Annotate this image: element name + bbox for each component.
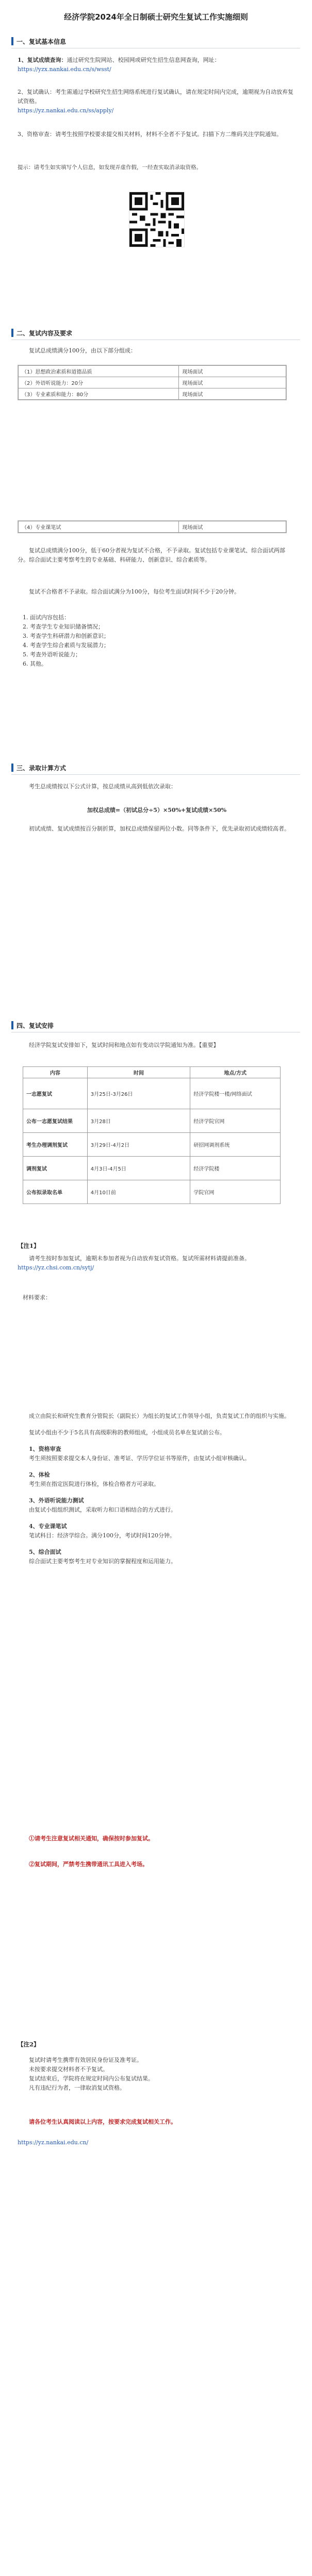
table-row bbox=[19, 366, 286, 377]
link-confirm[interactable]: https://yz.nankai.edu.cn/ss/apply/ bbox=[18, 107, 114, 114]
list-item: 复试时请考生携带有效居民身份证及准考证。 bbox=[29, 2057, 142, 2063]
cell-content: 公布拟录取名单 bbox=[23, 1180, 88, 1204]
heading-text: 三、录取计算方式 bbox=[17, 764, 67, 772]
text: 请考生按时参加复试，逾期未参加者视为自动放弃复试资格。复试所需材料请提前准备。 bbox=[29, 1255, 250, 1262]
req-intro bbox=[18, 346, 296, 355]
sched-note bbox=[18, 1254, 296, 1273]
detail-para: 复试小组由不少于5名具有高级职称的教师组成，小组成员名单在复试前公布。 bbox=[29, 1429, 225, 1436]
text: 考生总成绩按以下公式计算，按总成绩从高到低依次录取： bbox=[29, 783, 176, 790]
cell-place: 经济学院官网 bbox=[190, 1109, 281, 1133]
cell-remark: 现场面试 bbox=[179, 377, 286, 388]
calc-intro bbox=[18, 782, 296, 791]
detail-subhead: 3、外语听说能力测试 bbox=[29, 1497, 84, 1504]
text: 复试总成绩满分100分，低于60分者视为复试不合格，不予录取。复试包括专业课笔试、综合面试两部分。综合面试主要考察考生的专业基础、科研能力、创新意识、综合素质等。 bbox=[18, 547, 285, 563]
remarks-red-note: 请各位考生认真阅读以上内容，按要求完成复试相关工作。 bbox=[29, 2119, 176, 2125]
cell-content: 公布一志愿复试结果 bbox=[23, 1109, 88, 1133]
link-score-query[interactable]: https://yzx.nankai.edu.cn/s/wsst/ bbox=[18, 66, 111, 73]
table-row bbox=[23, 1109, 281, 1133]
cell-place: 学院官网 bbox=[190, 1180, 281, 1204]
heading-rule bbox=[11, 774, 300, 775]
section-heading-schedule bbox=[11, 1020, 300, 1030]
table-row bbox=[19, 388, 286, 400]
list-item: 5. 考查外语听说能力； bbox=[23, 651, 81, 658]
req-para-a bbox=[18, 546, 296, 565]
table-row bbox=[19, 377, 286, 388]
header-cell: 内容 bbox=[23, 1067, 88, 1078]
detail-red-2: ②复试期间，严禁考生携带通讯工具进入考场。 bbox=[29, 1861, 148, 1868]
heading-text: 一、复试基本信息 bbox=[17, 38, 67, 45]
req-list bbox=[23, 613, 301, 669]
heading-bar bbox=[11, 764, 13, 772]
basic-p3 bbox=[18, 130, 296, 139]
heading-bar bbox=[11, 329, 13, 337]
detail-block bbox=[18, 1412, 296, 1573]
text: 通过研究生院网站、校园网或研究生招生信息网查询，网址： bbox=[67, 57, 220, 63]
text: 提示：请考生如实填写个人信息，如发现弄虚作假，一经查实取消录取资格。 bbox=[18, 164, 202, 171]
list-item: 4. 考查学生综合素质与发展潜力； bbox=[23, 642, 109, 649]
label: 1、复试成绩查询： bbox=[18, 57, 67, 63]
link-grad-school[interactable]: https://yz.nankai.edu.cn/ bbox=[18, 2139, 89, 2146]
text: 材料要求： bbox=[23, 1294, 51, 1301]
list-item: 未按要求提交材料者不予复试。 bbox=[29, 2066, 108, 2073]
req-table bbox=[18, 365, 287, 400]
calc-para bbox=[18, 824, 296, 834]
cell-content: 一志愿复试 bbox=[23, 1078, 88, 1109]
text: 经济学院复试安排如下，复试时间和地点如有变动以学院通知为准。【重要】 bbox=[29, 1042, 219, 1048]
detail-para: 综合面试主要考察考生对专业知识的掌握程度和运用能力。 bbox=[29, 1558, 176, 1565]
cell-item: （1）思想政治素质和道德品质 bbox=[19, 366, 179, 377]
detail-para: 笔试科目：经济学综合。满分100分，考试时间120分钟。 bbox=[29, 1532, 175, 1539]
remarks-list bbox=[18, 2056, 296, 2093]
table-header-row bbox=[23, 1067, 281, 1078]
cell-time: 3月25日-3月26日 bbox=[87, 1078, 190, 1109]
detail-red-1: ①请考生注意复试相关通知，确保按时参加复试。 bbox=[29, 1835, 154, 1842]
cell-item: （3）专业素质和能力：80分 bbox=[19, 388, 179, 400]
detail-para: 考生须在指定医院进行体检，体检合格者方可录取。 bbox=[29, 1481, 159, 1487]
detail-para: 由复试小组组织测试，采取听力和口语相结合的方式进行。 bbox=[29, 1506, 176, 1513]
header-cell: 地点/方式 bbox=[190, 1067, 281, 1078]
table-row bbox=[23, 1078, 281, 1109]
detail-subhead: 2、体检 bbox=[29, 1471, 50, 1478]
basic-p1 bbox=[18, 56, 296, 74]
cell-remark: 现场面试 bbox=[179, 388, 286, 400]
list-item: 3. 考查学生科研潜力和创新意识； bbox=[23, 633, 109, 639]
cell-place: 经济学院楼 bbox=[190, 1157, 281, 1180]
detail-subhead: 4、专业课笔试 bbox=[29, 1523, 67, 1530]
text: 初试成绩、复试成绩按百分制折算，加权总成绩保留两位小数。同等条件下，优先录取初试成绩较高者。 bbox=[29, 825, 290, 832]
section-heading-requirements bbox=[11, 328, 300, 338]
note2-title: 【注2】 bbox=[18, 2041, 40, 2048]
detail-subhead: 1、资格审查 bbox=[29, 1446, 61, 1452]
remarks-link-wrap bbox=[18, 2138, 296, 2147]
calc-formula: 加权总成绩=（初试总分÷5）×50%+复试成绩×50% bbox=[87, 807, 227, 814]
basic-p2 bbox=[18, 88, 296, 115]
note1-title: 【注1】 bbox=[18, 1242, 40, 1249]
cell-time: 4月10日前 bbox=[87, 1180, 190, 1204]
list-item: 凡有违纪行为者，一律取消复试资格。 bbox=[29, 2084, 125, 2091]
heading-bar bbox=[11, 1021, 13, 1029]
req-note-table bbox=[18, 520, 287, 533]
text: 复试不合格者不予录取。综合面试满分为100分，每位考生面试时间不少于20分钟。 bbox=[29, 588, 240, 595]
cell-time: 3月28日 bbox=[87, 1109, 190, 1133]
heading-text: 二、复试内容及要求 bbox=[17, 329, 73, 337]
cell-content: 调剂复试 bbox=[23, 1157, 88, 1180]
list-item: 6. 其他。 bbox=[23, 660, 47, 667]
req-para-b bbox=[18, 587, 296, 597]
section-heading-calculation bbox=[11, 762, 300, 773]
detail-subhead: 5、综合面试 bbox=[29, 1549, 61, 1555]
cell-remark: 现场面试 bbox=[179, 521, 286, 533]
cell-content: 考生办理调剂复试 bbox=[23, 1133, 88, 1157]
cell-place: 经济学院楼一楼/网络面试 bbox=[190, 1078, 281, 1109]
cell-remark: 现场面试 bbox=[179, 366, 286, 377]
basic-p3-note bbox=[18, 163, 296, 172]
table-row bbox=[23, 1133, 281, 1157]
cell-place: 研招网调剂系统 bbox=[190, 1133, 281, 1157]
cell-item: （2）外语听说能力：20分 bbox=[19, 377, 179, 388]
cell-time: 4月3日-4月5日 bbox=[87, 1157, 190, 1180]
text: 3、资格审查：请考生按照学校要求提交相关材料，材料不全者不予复试。扫描下方二维码关注学院通知。 bbox=[18, 131, 282, 138]
section-heading-basic bbox=[11, 36, 300, 46]
sched-note2 bbox=[23, 1293, 301, 1302]
cell-time: 3月29日-4月2日 bbox=[87, 1133, 190, 1157]
heading-text: 四、复试安排 bbox=[17, 1022, 54, 1029]
table-row bbox=[23, 1180, 281, 1204]
qr-code-icon bbox=[129, 192, 185, 247]
page-title: 经济学院2024年全日制硕士研究生复试工作实施细则 bbox=[64, 12, 248, 22]
detail-para: 考生须按照要求提交本人身份证、准考证、学历学位证书等原件，由复试小组审核确认。 bbox=[29, 1455, 250, 1462]
cell-item: （4）专业课笔试 bbox=[19, 521, 179, 533]
link-adjust[interactable]: https://yz.chsi.com.cn/sytj/ bbox=[18, 1264, 94, 1271]
table-row bbox=[19, 521, 286, 533]
list-item: 1. 面试内容包括： bbox=[23, 614, 70, 621]
schedule-table bbox=[23, 1066, 281, 1204]
heading-bar bbox=[11, 37, 13, 45]
table-row bbox=[23, 1157, 281, 1180]
list-item: 2. 考查学生专业知识储备情况； bbox=[23, 623, 104, 630]
sched-intro bbox=[18, 1041, 296, 1050]
list-item: 复试结束后，学院将在规定时间内公布复试结果。 bbox=[29, 2075, 154, 2082]
detail-para: 成立由院长和研究生教育分管院长（副院长）为组长的复试工作领导小组，负责复试工作的组织与实施。 bbox=[29, 1413, 290, 1419]
header-cell: 时间 bbox=[87, 1067, 190, 1078]
text: 2、复试确认：考生需通过学校研究生招生网络系统进行复试确认，请在规定时间内完成，逾期视为自动放弃复试资格。 bbox=[18, 89, 293, 105]
text: 复试总成绩满分100分，由以下部分组成： bbox=[29, 347, 136, 354]
